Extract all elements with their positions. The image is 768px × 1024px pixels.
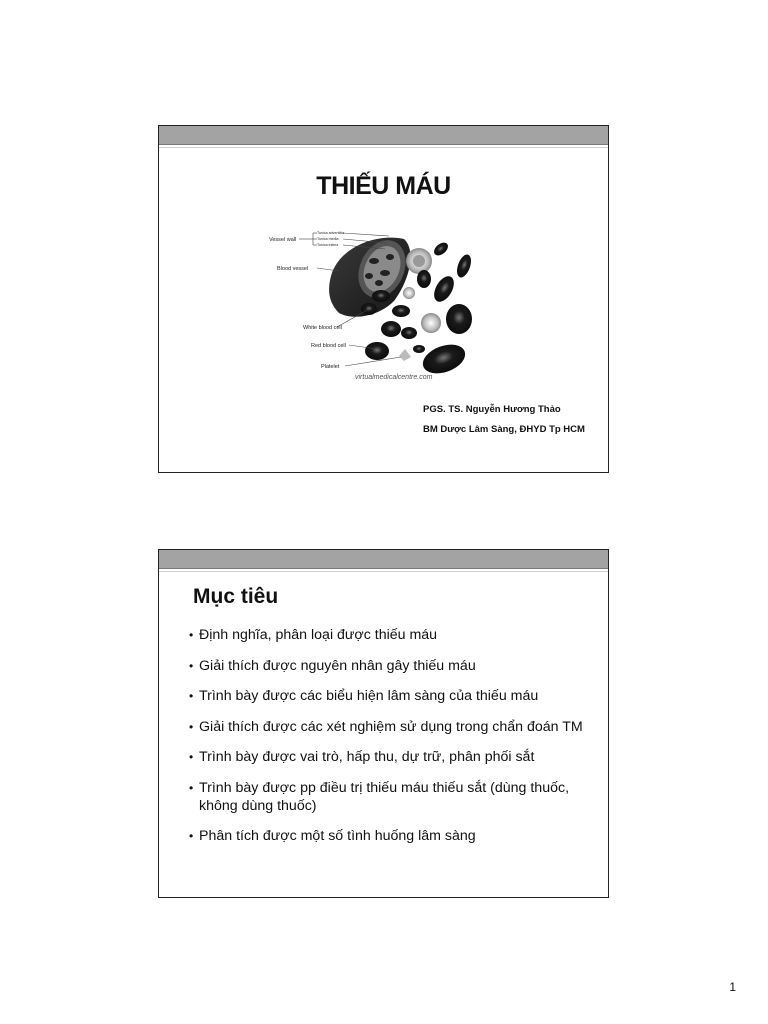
list-item-continuation: không dùng thuốc): [199, 797, 317, 814]
label-vessel-wall: Vessel wall: [269, 237, 297, 243]
slide-objectives: [158, 549, 609, 898]
blood-cells-illustration: [269, 221, 499, 386]
list-item: • Giải thích được các xét nghiệm sử dụng trong chẩn đoán TM: [189, 718, 583, 735]
bullet-icon: •: [189, 829, 194, 843]
slide-title-text: THIẾU MÁU: [316, 172, 451, 200]
list-item: • Giải thích được nguyên nhân gây thiếu máu: [189, 657, 476, 674]
slide-title: [158, 125, 609, 473]
author-affiliation: BM Dược Lâm Sàng, ĐHYD Tp HCM: [423, 424, 585, 435]
label-tunica-adventitia: Tunica adventitia: [317, 231, 345, 235]
bullet-icon: •: [189, 750, 194, 764]
bullet-icon: •: [189, 780, 194, 795]
list-item: • Trình bày được pp điều trị thiếu máu thiếu sắt (dùng thuốc,: [189, 779, 570, 796]
platelet-shape: [399, 349, 411, 361]
label-white-blood-cell: White blood cell: [303, 325, 342, 331]
label-platelet: Platelet: [321, 364, 340, 370]
bullet-icon: •: [189, 628, 194, 642]
label-tunica-media: Tunica media: [317, 237, 339, 241]
page-number: 1: [729, 980, 736, 994]
bullet-icon: •: [189, 719, 194, 734]
slide-header-bar: [159, 550, 608, 569]
label-blood-vessel: Blood vessel: [277, 266, 309, 272]
list-item: • Trình bày được vai trò, hấp thu, dự trữ, phân phối sắt: [189, 749, 535, 765]
slide-header-bar: [159, 126, 608, 145]
list-item: • Định nghĩa, phân loại được thiếu máu: [189, 627, 438, 643]
bullet-icon: •: [189, 658, 194, 673]
objectives-list: [189, 626, 609, 858]
label-red-blood-cell: Red blood cell: [311, 343, 346, 349]
bullet-icon: •: [189, 689, 194, 703]
watermark-text: virtualmedicalcentre.com: [355, 374, 433, 381]
list-item: • Phân tích được một số tình huống lâm sàng: [189, 828, 476, 844]
list-item: • Trình bày được các biểu hiện lâm sàng của thiếu máu: [189, 688, 539, 704]
author-name: PGS. TS. Nguyễn Hương Thảo: [423, 404, 561, 415]
label-tunica-intima: Tunica intima: [317, 243, 339, 247]
slide-title-text: Mục tiêu: [193, 585, 279, 608]
